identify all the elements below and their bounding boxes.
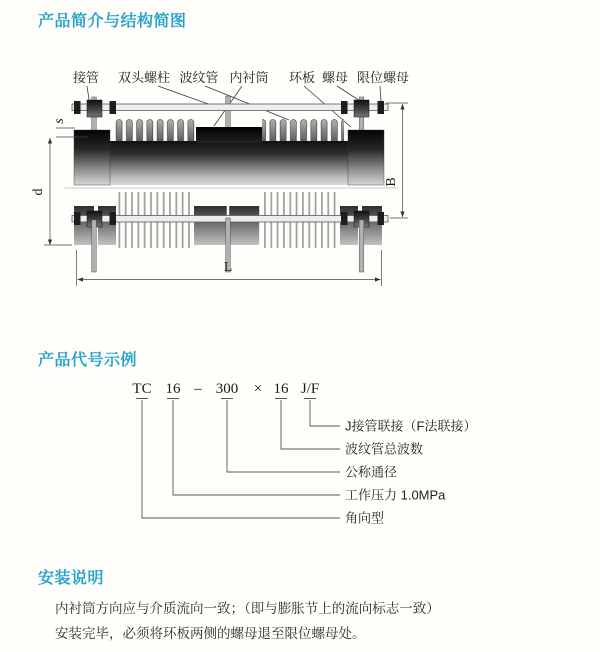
label-connecting-pipe: 接管 <box>72 70 100 85</box>
callout-diameter: 公称通径 <box>345 464 398 480</box>
collar-right <box>348 130 384 185</box>
dim-label-B: B <box>384 177 399 187</box>
code-token-waves: 16 <box>273 381 289 397</box>
code-tokens <box>132 381 319 397</box>
section-title-intro: 产品简介与结构简图 <box>38 13 187 30</box>
label-bellows: 波纹管 <box>179 70 219 85</box>
bellows-teeth-left <box>114 119 196 141</box>
section-title-install: 安装说明 <box>38 570 105 587</box>
callout-wave-count: 波纹管总波数 <box>345 441 424 457</box>
callout-type: 角向型 <box>345 510 385 526</box>
label-limit-nut: 限位螺母 <box>356 70 410 85</box>
code-fanout-lines <box>136 399 340 519</box>
dim-label-L: L <box>223 260 233 275</box>
code-token-connection: J/F <box>300 381 320 397</box>
collar-left <box>74 130 110 185</box>
inner-liner-band <box>196 127 262 143</box>
callout-pressure: 工作压力 1.0MPa <box>345 487 446 503</box>
code-token-dash: – <box>194 381 202 397</box>
code-token-type: TC <box>132 381 152 397</box>
dim-label-s: s <box>52 118 67 124</box>
code-callouts <box>345 419 476 526</box>
dim-label-d: d <box>31 188 46 196</box>
label-inner-liner: 内衬筒 <box>229 70 269 85</box>
label-stud-bolt: 双头螺柱 <box>117 70 171 85</box>
code-token-pressure: 16 <box>165 381 181 397</box>
bellows-teeth-right <box>262 119 344 141</box>
code-token-times: × <box>253 381 263 397</box>
install-line-1: 内衬筒方向应与介质流向一致；（即与膨胀节上的流向标志一致） <box>55 601 440 616</box>
section-title-code: 产品代号示例 <box>38 352 138 369</box>
dimension-d <box>31 138 72 245</box>
install-instructions <box>55 596 555 646</box>
structure-diagram <box>0 60 470 310</box>
install-line-2: 安装完毕，必须将环板两侧的螺母退至限位螺母处。 <box>55 626 366 641</box>
label-ring-plate: 环板 <box>288 70 316 85</box>
body-shell <box>110 141 350 185</box>
label-nut: 螺母 <box>321 70 349 85</box>
joint-body-upper <box>74 119 384 185</box>
code-token-diameter: 300 <box>215 381 239 397</box>
part-labels <box>73 70 409 85</box>
product-code-diagram <box>118 378 488 538</box>
callout-connection: J接管联接（F法联接） <box>345 418 477 434</box>
dimension-B <box>384 103 408 218</box>
